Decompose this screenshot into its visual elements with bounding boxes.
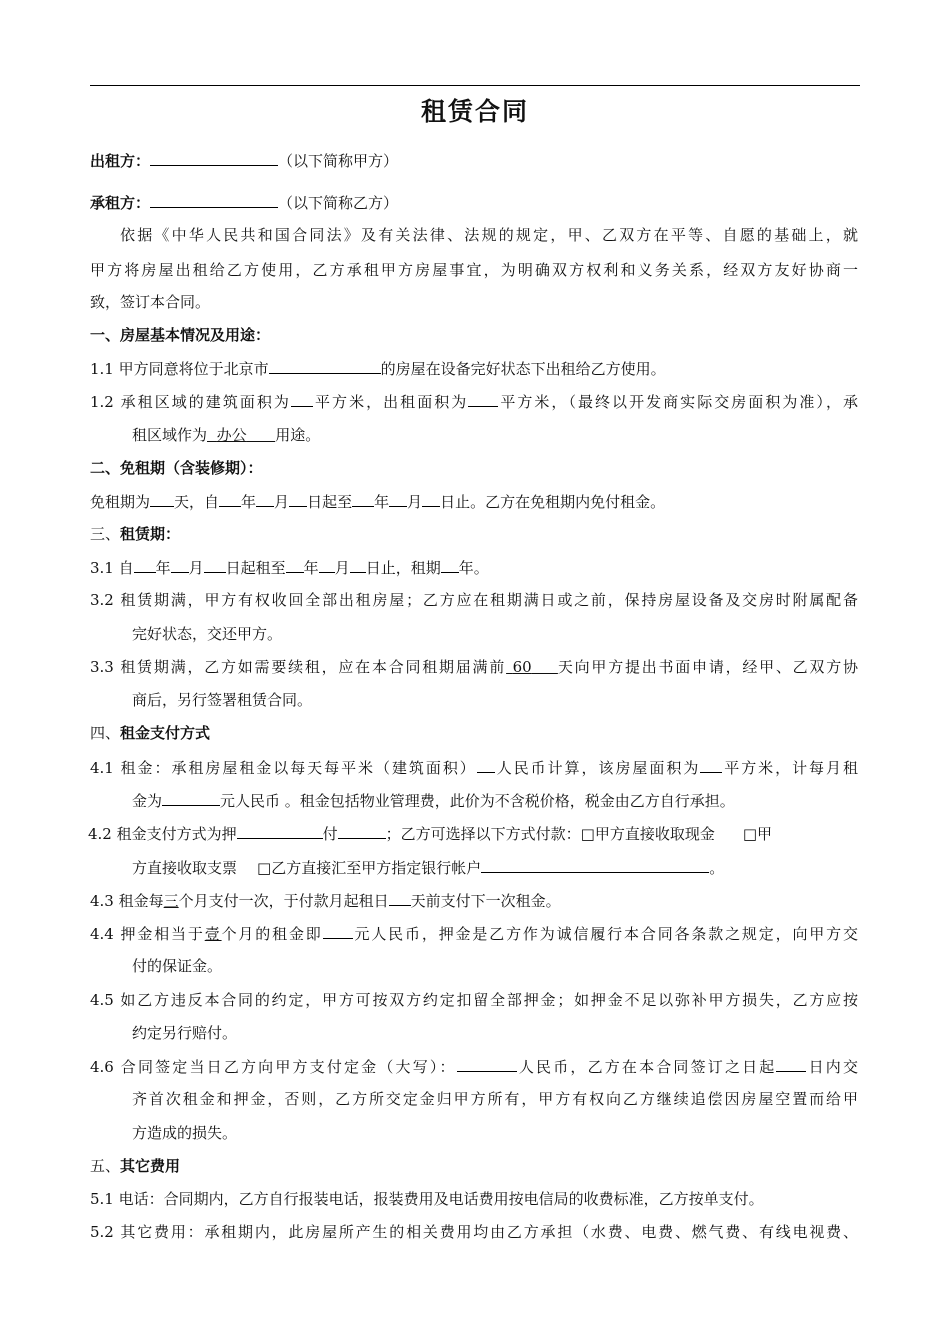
clause-4-4-cont: 付的保证金。 [132, 957, 223, 975]
option-bank-checkbox[interactable]: □乙方直接汇至甲方指定银行帐户 [257, 859, 482, 877]
lease-start-day-blank[interactable] [204, 557, 226, 573]
payment-interval-value: 三 [163, 892, 179, 910]
free-days-blank[interactable] [150, 491, 174, 507]
clause-1-1-text-a: 1.1 甲方同意将位于北京市 [90, 360, 269, 378]
rental-area-blank[interactable] [468, 391, 498, 407]
advance-days-blank[interactable] [389, 890, 411, 906]
clause-4-2-text-b: 付 [322, 825, 338, 843]
clause-5-2: 5.2 其它费用：承租期内，此房屋所产生的相关费用均由乙方承担（水费、电费、燃气费、有线电视费、 [90, 1223, 858, 1241]
clause-3-3-text-a: 3.3 租赁期满，乙方如需要续租，应在本合同租期届满前 [90, 658, 507, 676]
daily-rent-blank[interactable] [477, 757, 495, 773]
free-start-month-blank[interactable] [256, 491, 274, 507]
clause-1-1 [90, 358, 666, 379]
clause-4-3-text-a: 4.3 租金每 [90, 892, 164, 910]
section-4-number: 四、 [90, 724, 121, 742]
clause-4-6-cont-1: 齐首次租金和押金，否则，乙方所交定金归甲方所有，甲方有权向乙方继续追偿因房屋空置而给甲 [132, 1090, 858, 1108]
free-start-day-blank[interactable] [289, 491, 307, 507]
lessee-label: 承租方： [90, 194, 151, 212]
free-start-year-blank[interactable] [219, 491, 241, 507]
clause-3-2: 3.2 租赁期满，甲方有权收回全部出租房屋；乙方应在租期满日或之前，保持房屋设备及交房时附属配备 [90, 591, 858, 609]
option-check-checkbox[interactable]: □甲 [742, 825, 773, 843]
lease-month-1: 月 [188, 559, 204, 577]
clause-4-4-text-a: 4.4 押金相当于 [90, 925, 205, 943]
option-cash-checkbox[interactable]: □甲方直接收取现金 [580, 825, 715, 843]
clause-1-2-cont [132, 425, 320, 445]
clause-3-2-cont: 完好状态，交还甲方。 [132, 625, 283, 643]
free-period-text-day: 天，自 [174, 493, 220, 511]
lessor-note: （以下简称甲方） [278, 152, 399, 170]
free-end-year-blank[interactable] [352, 491, 374, 507]
section-1-heading: 一、房屋基本情况及用途： [90, 326, 271, 344]
free-period-month-1: 月 [274, 493, 290, 511]
lease-start-year-blank[interactable] [134, 557, 156, 573]
clause-4-4 [90, 923, 858, 944]
clause-1-2-text-c: 平方米，（最终以开发商实际交房面积为准），承 [498, 393, 858, 411]
clause-3-3 [90, 657, 858, 677]
clause-4-2-cont [132, 857, 724, 878]
clause-4-6 [90, 1056, 858, 1077]
lessee-blank[interactable] [150, 192, 278, 208]
clause-3-3-cont: 商后，另行签署租赁合同。 [132, 691, 313, 709]
section-2-heading: 二、免租期（含装修期）： [90, 459, 263, 477]
clause-4-1-text-b: 人民币计算，该房屋面积为 [494, 759, 701, 777]
clause-4-5-cont: 约定另行赔付。 [132, 1024, 238, 1042]
clause-1-2 [90, 391, 858, 412]
clause-3-3-text-b: 天向甲方提出书面申请，经甲、乙双方协 [557, 658, 858, 676]
option-check-label: 方直接收取支票 [132, 859, 238, 877]
lessor-blank[interactable] [150, 150, 278, 166]
deposit-amount-blank[interactable] [323, 923, 353, 939]
clause-4-2 [88, 823, 772, 844]
pay-months-blank[interactable] [338, 823, 386, 839]
intro-line-1: 依据《中华人民共和国合同法》及有关法律、法规的规定，甲、乙双方在平等、自愿的基础上，就 [120, 226, 858, 244]
section-5-title: 其它费用 [120, 1157, 181, 1175]
section-3-heading [90, 524, 180, 544]
payment-days-blank[interactable] [776, 1056, 806, 1072]
free-period-text-end: 日止。乙方在免租期内免付租金。 [440, 493, 666, 511]
free-period-text-from: 日起至 [307, 493, 353, 511]
clause-4-1 [90, 757, 858, 778]
intro-line-3: 致，签订本合同。 [90, 293, 211, 311]
section-4-heading [90, 723, 210, 743]
clause-4-6-cont-2: 方造成的损失。 [132, 1124, 238, 1142]
clause-4-2-text-a: 4.2 租金支付方式为押 [88, 825, 237, 843]
clause-4-4-text-c: 元人民币，押金是乙方作为诚信履行本合同各条款之规定，向甲方交 [352, 925, 858, 943]
clause-1-2-text-e: 用途。 [275, 426, 321, 444]
clause-3-1-text-from: 日起租至 [225, 559, 286, 577]
lease-term-blank[interactable] [441, 557, 459, 573]
document-title: 租赁合同 [420, 97, 529, 126]
section-5-heading [90, 1156, 180, 1176]
deposit-months-value: 壹 [204, 925, 222, 943]
clause-3-1 [90, 557, 489, 578]
lease-end-year-blank[interactable] [286, 557, 304, 573]
clause-1-2-text-d: 租区域作为 [132, 426, 208, 444]
address-blank[interactable] [269, 358, 381, 374]
clause-4-2-end: 。 [709, 859, 725, 877]
clause-5-1: 5.1 电话：合同期内，乙方自行报装电话，报装费用及电话费用按电信局的收费标准，乙方按单支付。 [90, 1190, 764, 1208]
free-end-day-blank[interactable] [422, 491, 440, 507]
clause-4-3 [90, 890, 561, 911]
free-end-month-blank[interactable] [389, 491, 407, 507]
clause-4-4-text-b: 个月的租金即 [221, 925, 323, 943]
clause-4-1-text-e: 元人民币 。租金包括物业管理费，此价为不含税价格，税金由乙方自行承担。 [220, 792, 735, 810]
clause-4-3-text-c: 天前支付下一次租金。 [410, 892, 561, 910]
clause-4-2-text-c: ；乙方可选择以下方式付款： [385, 825, 581, 843]
free-period-text-a: 免租期为 [90, 493, 151, 511]
lessee-note: （以下简称乙方） [278, 194, 399, 212]
clause-4-1-text-c: 平方米，计每月租 [722, 759, 858, 777]
clause-1-2-text-a: 1.2 承租区域的建筑面积为 [90, 393, 291, 411]
clause-3-1-text-year: 年。 [458, 559, 489, 577]
building-area-blank[interactable] [291, 391, 313, 407]
lease-year-2: 年 [303, 559, 319, 577]
header-rule [90, 85, 860, 86]
clause-4-6-text-c: 日内交 [806, 1058, 858, 1076]
free-period-line [90, 491, 665, 512]
bank-account-blank[interactable] [481, 857, 709, 873]
section-4-title: 租金支付方式 [120, 724, 211, 742]
clause-1-2-text-b: 平方米，出租面积为 [312, 393, 469, 411]
lessee-line [90, 192, 398, 213]
lessor-label: 出租方： [90, 152, 151, 170]
free-period-month-2: 月 [407, 493, 423, 511]
section-3-number: 三、 [90, 525, 121, 543]
clause-4-6-text-a: 4.6 合同签定当日乙方向甲方支付定金（大写）： [90, 1058, 457, 1076]
clause-4-5: 4.5 如乙方违反本合同的约定，甲方可按双方约定扣留全部押金；如押金不足以弥补甲方损失，乙方应按 [90, 991, 858, 1009]
lease-end-month-blank[interactable] [319, 557, 335, 573]
clause-4-6-text-b: 人民币，乙方在本合同签订之日起 [516, 1058, 777, 1076]
section-5-number: 五、 [90, 1157, 121, 1175]
renewal-days-value: 60 [512, 658, 532, 676]
clause-4-1-text-a: 4.1 租金：承租房屋租金以每天每平米（建筑面积） [90, 759, 477, 777]
intro-line-2: 甲方将房屋出租给乙方使用，乙方承租甲方房屋事宜，为明确双方权利和义务关系，经双方友好协商一 [90, 261, 858, 279]
lease-month-2: 月 [334, 559, 350, 577]
deposit-months-blank[interactable] [237, 823, 323, 839]
section-3-title: 租赁期： [120, 525, 181, 543]
renewal-days [506, 658, 558, 676]
lessor-line [90, 150, 398, 171]
clause-4-1-text-d: 金为 [132, 792, 163, 810]
usage-text: 办公 [216, 426, 247, 444]
lease-year-1: 年 [155, 559, 171, 577]
clause-4-3-text-b: 个月支付一次，于付款月起租日 [178, 892, 389, 910]
lease-end-day-blank[interactable] [350, 557, 366, 573]
clause-3-1-text-a: 3.1 自 [90, 559, 134, 577]
clause-4-1-cont [132, 790, 735, 811]
monthly-rent-blank[interactable] [162, 790, 220, 806]
free-period-year-1: 年 [241, 493, 257, 511]
clause-3-1-text-end: 日止，租期 [365, 559, 441, 577]
lease-start-month-blank[interactable] [171, 557, 189, 573]
usage-value [207, 426, 275, 444]
clause-1-1-text-b: 的房屋在设备完好状态下出租给乙方使用。 [380, 360, 666, 378]
area-blank[interactable] [700, 757, 722, 773]
free-period-year-2: 年 [374, 493, 390, 511]
earnest-amount-blank[interactable] [457, 1056, 517, 1072]
